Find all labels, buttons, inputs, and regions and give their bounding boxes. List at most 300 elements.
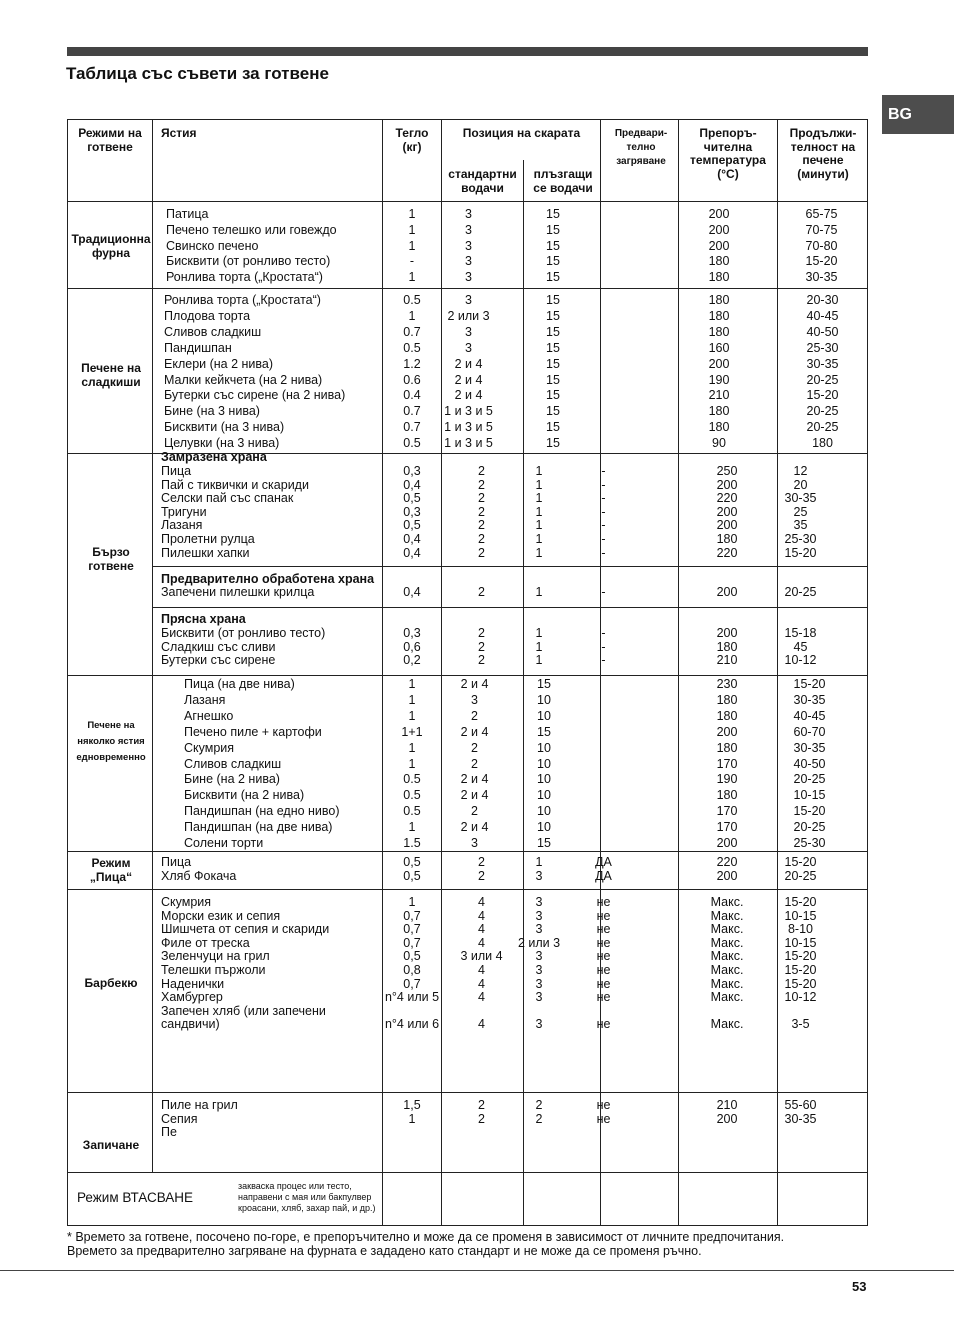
table-cell: Бине (на 2 нива) [184, 772, 280, 787]
table-cell: Солени торти [184, 836, 264, 850]
mode-multi: Печене на няколко ястия едновременно [76, 720, 146, 763]
table-cell: 180 [716, 692, 738, 707]
table-cell: 20-25 [793, 772, 826, 787]
column-divider [441, 119, 442, 1226]
table-cell: 10-12 [784, 653, 817, 668]
table-cell: Селски пай със спанак [161, 491, 294, 506]
table-cell: 25-30 [784, 532, 817, 546]
table-cell: 1 и 3 и 5 [444, 404, 493, 419]
table-cell: 10-15 [793, 788, 826, 803]
table-cell: 2 [478, 477, 485, 492]
table-cell: 15-20 [784, 976, 817, 991]
table-cell: Пица [161, 855, 192, 869]
table-cell: Бине (на 3 нива) [164, 404, 260, 419]
table-cell: 3 [465, 207, 472, 221]
table-cell: 1+1 [401, 724, 423, 739]
table-cell: Макс. [710, 935, 744, 950]
table-cell: 180 [708, 254, 730, 269]
table-cell: Ронлива торта („Кростата“) [166, 270, 323, 285]
table-cell: 1 [408, 756, 416, 771]
table-cell: n°4 или 5 [384, 990, 440, 1005]
table-cell: 180 [708, 270, 730, 285]
table-cell: 15-20 [784, 855, 817, 869]
table-cell: 200 [708, 207, 730, 221]
table-cell: 2 [478, 653, 485, 668]
table-cell: 2 [535, 1098, 543, 1112]
table-cell: ДА [595, 868, 612, 883]
table-cell: Лазаня [184, 692, 226, 707]
table-cell: 200 [716, 868, 738, 883]
table-cell: 1 [408, 222, 416, 237]
table-cell: 3 [465, 340, 472, 355]
table-cell: Бисквити (от ронливо тесто) [166, 254, 331, 269]
table-cell: 15 [546, 324, 560, 339]
table-cell: не [596, 976, 611, 991]
table-border-right [867, 119, 868, 1226]
table-cell: 1 [408, 207, 416, 221]
table-cell: Бисквити (от ронливо тесто) [161, 626, 326, 640]
table-cell: 180 [716, 532, 738, 546]
mode-pizza: Режим „Пица“ [89, 856, 133, 884]
table-border-bottom [67, 1225, 868, 1226]
table-cell: 0.5 [403, 293, 421, 307]
table-cell: 1 [408, 270, 416, 285]
table-cell: 15 [537, 836, 551, 850]
table-cell: 200 [716, 585, 738, 599]
table-cell: 200 [716, 626, 738, 640]
table-cell: Пандишпан (на две нива) [184, 820, 333, 835]
table-cell: 170 [716, 756, 738, 771]
table-cell: 210 [716, 653, 738, 668]
column-divider [678, 119, 679, 1226]
table-cell: 15-20 [805, 254, 838, 269]
table-cell: Сливов сладкиш [184, 756, 282, 771]
header-foods: Ястия [161, 126, 197, 140]
mode-rising: Режим ВТАСВАНЕ [77, 1190, 194, 1205]
header-sliding-guides: плъзгащи се водачи [533, 167, 593, 195]
table-cell: 1 [408, 740, 416, 755]
table-cell: 210 [716, 1098, 738, 1112]
table-cell: Хляб Фокача [161, 868, 237, 883]
table-cell: 4 [478, 990, 485, 1005]
table-cell: Скумрия [184, 740, 235, 755]
table-cell: 1 [408, 308, 416, 323]
row-divider [67, 889, 868, 890]
table-cell: 1 [408, 692, 416, 707]
table-cell: Печено пиле + картофи [184, 724, 322, 739]
column-divider [382, 119, 383, 1226]
table-cell: 0.5 [403, 436, 421, 451]
table-cell: 200 [716, 504, 738, 519]
table-cell: 2 и 4 [454, 356, 483, 371]
table-cell: 12 [793, 464, 808, 478]
header-weight: Тегло (кг) [395, 126, 429, 154]
page-number: 53 [852, 1279, 867, 1294]
table-cell: 220 [716, 491, 738, 506]
table-cell: 15-20 [784, 545, 817, 560]
table-cell: 10 [537, 772, 551, 787]
table-cell: 10 [537, 692, 551, 707]
table-cell: 0,7 [403, 935, 421, 950]
table-cell: Еклери (на 2 нива) [164, 356, 274, 371]
table-cell: 220 [716, 855, 738, 869]
table-cell: не [596, 949, 611, 964]
bottom-rule [0, 1270, 954, 1271]
table-cell: Сепия [161, 1111, 198, 1126]
table-cell: 15-20 [784, 963, 817, 977]
table-cell: 3 [535, 1017, 543, 1032]
table-cell: 1 [535, 585, 543, 599]
table-cell: 180 [716, 788, 738, 803]
table-cell: 3 [535, 976, 543, 991]
table-cell: 15 [537, 724, 551, 739]
table-cell: 60-70 [793, 724, 826, 739]
table-cell: 1 [535, 639, 543, 654]
table-cell: Макс. [710, 976, 744, 991]
table-cell: 1 [408, 677, 416, 691]
row-divider [67, 1092, 868, 1093]
table-cell: 2 и 4 [460, 820, 489, 835]
table-cell: 0,5 [403, 518, 421, 533]
table-cell: не [596, 990, 611, 1005]
table-cell: 3 [471, 692, 478, 707]
table-cell: 35 [793, 518, 808, 533]
table-cell: 2 [478, 545, 485, 560]
table-cell: Пица (на две нива) [184, 677, 295, 691]
table-cell: Печено телешко или говеждо [166, 222, 337, 237]
table-cell: - [601, 639, 606, 654]
table-cell: 15 [546, 238, 560, 253]
table-cell: 3 [535, 949, 543, 964]
table-cell: 1 [535, 491, 543, 506]
table-cell: 250 [716, 464, 738, 478]
table-cell: 10 [537, 820, 551, 835]
table-cell: 3 или 4 [460, 949, 503, 964]
table-cell: 15-20 [806, 388, 839, 403]
table-cell: 15 [546, 207, 560, 221]
table-cell: 0,6 [403, 639, 421, 654]
table-cell: 4 [478, 935, 485, 950]
table-cell: 160 [708, 340, 730, 355]
table-cell: 180 [708, 308, 730, 323]
table-cell: 0,3 [403, 504, 421, 519]
table-cell: Хамбургер [161, 990, 223, 1005]
table-cell: 15 [546, 372, 560, 387]
table-cell: 2 [478, 504, 485, 519]
table-cell: - [601, 585, 606, 599]
table-cell: 15 [546, 254, 560, 269]
table-cell: 190 [708, 372, 730, 387]
table-cell: 0,2 [403, 653, 421, 668]
table-cell: 180 [716, 708, 738, 723]
table-cell: 2 [478, 464, 485, 478]
table-cell: Бисквити (на 3 нива) [164, 420, 285, 435]
table-cell: 0,7 [403, 976, 421, 991]
table-cell: 170 [716, 820, 738, 835]
table-cell: 30-35 [793, 740, 826, 755]
table-cell: 1 [535, 653, 543, 668]
table-cell: не [596, 922, 611, 937]
header-preheat: Предвари-телно загряване [614, 128, 668, 167]
table-cell: 1.2 [403, 356, 421, 371]
table-cell: Зеленчуци на грил [161, 949, 270, 964]
row-divider [67, 1172, 868, 1173]
table-cell: 3 [465, 238, 472, 253]
table-cell: Запечен хляб (или запечени [161, 1003, 326, 1018]
table-cell: Шишчета от сепия и скариди [161, 922, 330, 937]
table-cell: 0,8 [403, 963, 421, 977]
table-cell: 10-12 [784, 990, 817, 1005]
table-cell: 180 [708, 420, 730, 435]
table-cell: n°4 или 6 [384, 1017, 440, 1032]
row-divider [67, 201, 868, 202]
table-cell: 0.5 [403, 772, 421, 787]
table-cell: 40-45 [793, 708, 826, 723]
table-cell: 65-75 [805, 207, 838, 221]
header-temperature: Препоръ-чителна температура (°C) [690, 126, 766, 181]
table-cell: Пандишпан (на едно ниво) [184, 804, 340, 819]
table-cell: не [596, 1017, 611, 1032]
table-cell: Прясна храна [161, 612, 246, 626]
table-cell: 0,5 [403, 491, 421, 506]
table-cell: 220 [716, 545, 738, 560]
table-cell: не [596, 963, 611, 977]
table-cell: 10 [537, 756, 551, 771]
table-cell: 30-35 [806, 356, 839, 371]
table-cell: 0.7 [403, 324, 421, 339]
table-cell: 2 и 4 [460, 772, 489, 787]
table-cell: 20-25 [784, 585, 817, 599]
table-cell: 25-30 [806, 340, 839, 355]
column-divider [777, 119, 778, 1226]
table-cell: Макс. [710, 908, 744, 923]
table-cell: 0.7 [403, 404, 421, 419]
table-cell: - [601, 518, 606, 533]
table-cell: 4 [478, 976, 485, 991]
table-cell: Ронлива торта („Кростата“) [164, 293, 321, 307]
table-cell: - [601, 464, 606, 478]
table-cell: Патица [166, 207, 209, 221]
table-cell: Пролетни рулца [161, 532, 255, 546]
table-cell: Морски език и сепия [161, 908, 281, 923]
footnote-line: * Времето за готвене, посочено по-горе, е препоръчително и може да се променя в зависимост от личните предпочитания. [67, 1230, 785, 1244]
header-position: Позиция на скарата [462, 126, 581, 140]
table-cell: 2 [478, 626, 485, 640]
table-cell: 2 и 4 [454, 388, 483, 403]
table-cell: - [601, 477, 606, 492]
table-cell: 20-25 [793, 820, 826, 835]
table-cell: не [596, 1098, 611, 1112]
table-cell: 2 и 4 [460, 677, 489, 691]
table-cell: Макс. [710, 963, 744, 977]
table-cell: 25 [793, 504, 808, 519]
table-cell: 200 [716, 1111, 738, 1126]
table-cell: 10-15 [784, 908, 817, 923]
table-cell: 0,5 [403, 949, 421, 964]
table-cell: 1 [408, 238, 416, 253]
table-cell: 30-35 [793, 692, 826, 707]
table-cell: 0.7 [403, 420, 421, 435]
table-cell: 3 [465, 270, 472, 285]
table-cell: 70-75 [805, 222, 838, 237]
table-cell: 20-25 [806, 404, 839, 419]
table-cell: 200 [708, 222, 730, 237]
table-cell: 1 [535, 477, 543, 492]
table-cell: 10 [537, 788, 551, 803]
table-cell: 15 [546, 388, 560, 403]
table-cell: 1 [535, 464, 543, 478]
table-cell: 3 [535, 922, 543, 937]
column-divider [600, 119, 601, 1226]
table-cell: 2 и 4 [454, 372, 483, 387]
table-cell: 2 и 4 [460, 724, 489, 739]
table-cell: не [596, 1111, 611, 1126]
row-divider [67, 851, 868, 852]
table-border-top [67, 119, 868, 120]
table-cell: 3 [465, 293, 472, 307]
table-cell: 2 [478, 855, 485, 869]
table-cell: 3 [535, 908, 543, 923]
table-cell: Макс. [710, 1017, 744, 1032]
table-cell: Бисквити (на 2 нива) [184, 788, 305, 803]
table-cell: 0,4 [403, 477, 421, 492]
table-cell: 180 [708, 404, 730, 419]
table-cell: 25-30 [793, 836, 826, 850]
table-cell: 10 [537, 708, 551, 723]
table-cell: 0,4 [403, 532, 421, 546]
table-cell: 3-5 [791, 1017, 810, 1032]
table-cell: - [601, 545, 606, 560]
table-cell: - [409, 254, 415, 269]
table-cell: Макс. [710, 949, 744, 964]
table-cell: 180 [716, 639, 738, 654]
table-cell: 2 [478, 1098, 485, 1112]
table-cell: 180 [708, 324, 730, 339]
table-cell: 230 [716, 677, 738, 691]
table-cell: 10 [537, 740, 551, 755]
table-cell: 200 [716, 477, 738, 492]
table-cell: 15 [546, 356, 560, 371]
table-cell: 1 и 3 и 5 [444, 436, 493, 451]
row-divider [152, 566, 868, 567]
table-cell: 180 [708, 293, 730, 307]
table-cell: Филе от треска [161, 935, 250, 950]
table-cell: 15 [546, 270, 560, 285]
table-cell: 0.5 [403, 804, 421, 819]
table-cell: 45 [793, 639, 808, 654]
table-cell: Сладкиш със сливи [161, 639, 276, 654]
table-cell: 1 [408, 1111, 416, 1126]
table-cell: - [601, 626, 606, 640]
table-cell: Предварително обработена храна [161, 572, 375, 586]
table-cell: 15-20 [784, 895, 817, 909]
table-cell: 1 [535, 626, 543, 640]
table-cell: 15-18 [784, 626, 817, 640]
row-divider [152, 607, 868, 608]
table-cell: 3 [465, 254, 472, 269]
table-cell: 2 [471, 804, 478, 819]
table-cell: 2 [478, 491, 485, 506]
table-cell: 30-35 [784, 1111, 817, 1126]
table-cell: Скумрия [161, 895, 212, 909]
table-cell: 1 [535, 518, 543, 533]
table-cell: 3 [535, 868, 543, 883]
table-cell: 4 [478, 1017, 485, 1032]
table-cell: 3 [465, 222, 472, 237]
table-cell: 4 [478, 922, 485, 937]
header-duration: Продължи-телност на печене (минути) [789, 126, 857, 181]
table-cell: Целувки (на 3 нива) [164, 436, 280, 451]
table-cell: 15-20 [784, 949, 817, 964]
language-tab: BG [882, 95, 954, 134]
table-cell: Пе [161, 1125, 177, 1140]
table-cell: 0,7 [403, 922, 421, 937]
table-cell: 90 [712, 436, 726, 451]
table-cell: 2 [471, 756, 478, 771]
table-cell: 15-20 [793, 804, 826, 819]
table-cell: 0,3 [403, 626, 421, 640]
table-border-left [67, 119, 68, 1226]
table-cell: 10 [537, 804, 551, 819]
table-cell: 2 [478, 585, 485, 599]
table-cell: 15 [546, 293, 560, 307]
rising-note: закваска процес или тесто, направени с мая или бакпулвер кроасани, хляб, захар пай, и др.) [238, 1181, 376, 1213]
table-cell: 4 [478, 963, 485, 977]
table-cell: 0.5 [403, 340, 421, 355]
table-cell: 30-35 [784, 491, 817, 506]
table-cell: Бутерки със сирене [161, 653, 276, 668]
table-cell: 20-25 [784, 868, 817, 883]
table-cell: 0.5 [403, 788, 421, 803]
table-cell: Пиле на грил [161, 1098, 238, 1112]
table-cell: 2 [478, 639, 485, 654]
row-divider [67, 675, 868, 676]
table-cell: 2 [478, 868, 485, 883]
table-cell: 15 [546, 404, 560, 419]
table-cell: 2 и 4 [460, 788, 489, 803]
table-cell: Телешки пържоли [161, 963, 266, 977]
table-cell: 2 [471, 740, 478, 755]
table-cell: 0,3 [403, 464, 421, 478]
table-cell: 0,4 [403, 585, 421, 599]
table-cell: Наденички [161, 976, 225, 991]
table-cell: 20 [793, 477, 808, 492]
table-cell: 0,4 [403, 545, 421, 560]
table-cell: 0.4 [403, 388, 421, 403]
table-cell: 0,5 [403, 855, 421, 869]
top-rule [67, 47, 868, 56]
table-cell: 20-25 [806, 372, 839, 387]
table-cell: 180 [812, 436, 833, 451]
table-cell: 200 [716, 724, 738, 739]
footnote [67, 1230, 784, 1258]
table-cell: Тригуни [161, 504, 207, 519]
page-title: Таблица със съвети за готвене [66, 64, 329, 83]
table-cell: 2 [471, 708, 478, 723]
table-cell: 2 или 3 [517, 935, 561, 950]
mode-gratin: Запичане [82, 1138, 140, 1152]
table-cell: - [601, 532, 606, 546]
table-cell: 20-25 [806, 420, 839, 435]
table-cell: 20-30 [806, 293, 839, 307]
table-cell: 15 [537, 677, 551, 691]
table-cell: 2 [478, 518, 485, 533]
table-cell: Пилешки хапки [161, 545, 250, 560]
table-cell: 190 [716, 772, 738, 787]
mode-fast: Бързо готвене [88, 545, 134, 573]
table-cell: Лазаня [161, 518, 203, 533]
table-cell: Пай с тиквички и скариди [161, 477, 309, 492]
